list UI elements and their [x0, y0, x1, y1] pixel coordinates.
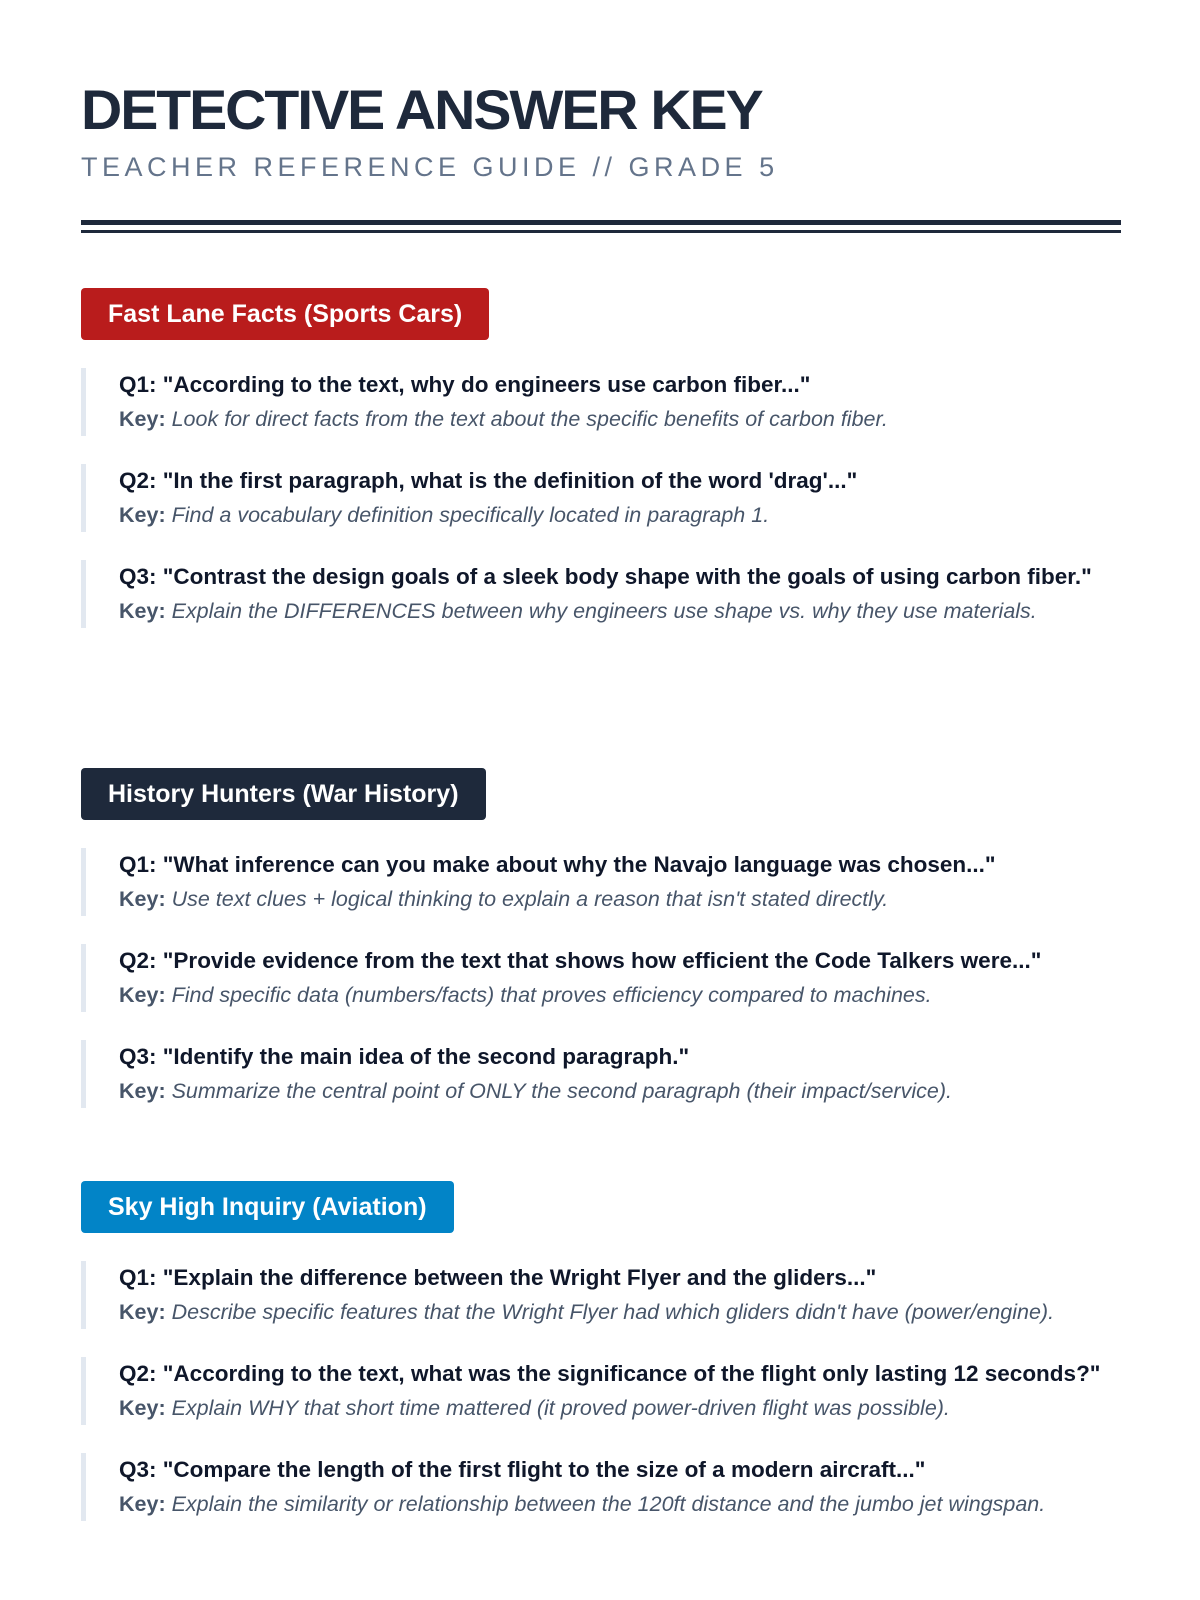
key-label: Key: — [119, 1079, 166, 1103]
answer-key — [119, 1391, 1121, 1425]
key-text: Describe specific features that the Wright Flyer had which gliders didn't have (power/engine). — [171, 1300, 1055, 1324]
answer-key — [119, 402, 1121, 436]
question-item — [81, 1357, 1121, 1425]
question-text: Q3: "Identify the main idea of the second paragraph." — [119, 1044, 690, 1069]
answer-key — [119, 978, 1121, 1012]
answer-key — [119, 594, 1121, 628]
question-item — [81, 464, 1121, 532]
key-text: Explain the DIFFERENCES between why engineers use shape vs. why they use materials. — [171, 599, 1037, 623]
key-label: Key: — [119, 1300, 166, 1324]
question-text: Q2: "In the first paragraph, what is the definition of the word 'drag'..." — [119, 468, 858, 493]
question-item — [81, 1453, 1121, 1521]
question-text: Q3: "Contrast the design goals of a sleek body shape with the goals of using carbon fiber." — [119, 564, 1092, 589]
answer-key — [119, 498, 1121, 532]
key-label: Key: — [119, 407, 166, 431]
key-label: Key: — [119, 983, 166, 1007]
question-text: Q3: "Compare the length of the first flight to the size of a modern aircraft..." — [119, 1457, 926, 1482]
key-text: Find specific data (numbers/facts) that proves efficiency compared to machines. — [171, 983, 932, 1007]
key-text: Find a vocabulary definition specifically located in paragraph 1. — [171, 503, 770, 527]
question-text: Q2: "Provide evidence from the text that shows how efficient the Code Talkers were..." — [119, 948, 1042, 973]
section-badge: Fast Lane Facts (Sports Cars) — [81, 288, 489, 340]
question-item — [81, 1261, 1121, 1329]
section-badge: History Hunters (War History) — [81, 768, 486, 820]
question-item — [81, 1040, 1121, 1108]
key-text: Use text clues + logical thinking to explain a reason that isn't stated directly. — [171, 887, 889, 911]
answer-key — [119, 1487, 1121, 1521]
question-item — [81, 848, 1121, 916]
section-badge: Sky High Inquiry (Aviation) — [81, 1181, 454, 1233]
key-text: Explain WHY that short time mattered (it proved power-driven flight was possible). — [171, 1396, 950, 1420]
answer-key — [119, 1295, 1121, 1329]
section-war-history — [81, 768, 1121, 1108]
header-divider — [81, 220, 1121, 233]
key-label: Key: — [119, 503, 166, 527]
page-subtitle: TEACHER REFERENCE GUIDE // GRADE 5 — [81, 152, 779, 182]
question-text: Q1: "Explain the difference between the Wright Flyer and the gliders..." — [119, 1265, 877, 1290]
key-label: Key: — [119, 1396, 166, 1420]
key-text: Look for direct facts from the text about the specific benefits of carbon fiber. — [171, 407, 888, 431]
section-sports-cars — [81, 288, 1121, 628]
question-item — [81, 560, 1121, 628]
question-item — [81, 368, 1121, 436]
page-title: DETECTIVE ANSWER KEY — [81, 78, 762, 141]
key-text: Explain the similarity or relationship between the 120ft distance and the jumbo jet wingspan. — [171, 1492, 1046, 1516]
question-text: Q2: "According to the text, what was the significance of the flight only lasting 12 seconds?" — [119, 1361, 1101, 1386]
key-text: Summarize the central point of ONLY the second paragraph (their impact/service). — [171, 1079, 952, 1103]
answer-key — [119, 1074, 1121, 1108]
question-text: Q1: "What inference can you make about why the Navajo language was chosen..." — [119, 852, 996, 877]
key-label: Key: — [119, 887, 166, 911]
question-item — [81, 944, 1121, 1012]
section-aviation — [81, 1181, 1121, 1521]
question-text: Q1: "According to the text, why do engineers use carbon fiber..." — [119, 372, 811, 397]
answer-key — [119, 882, 1121, 916]
key-label: Key: — [119, 599, 166, 623]
key-label: Key: — [119, 1492, 166, 1516]
